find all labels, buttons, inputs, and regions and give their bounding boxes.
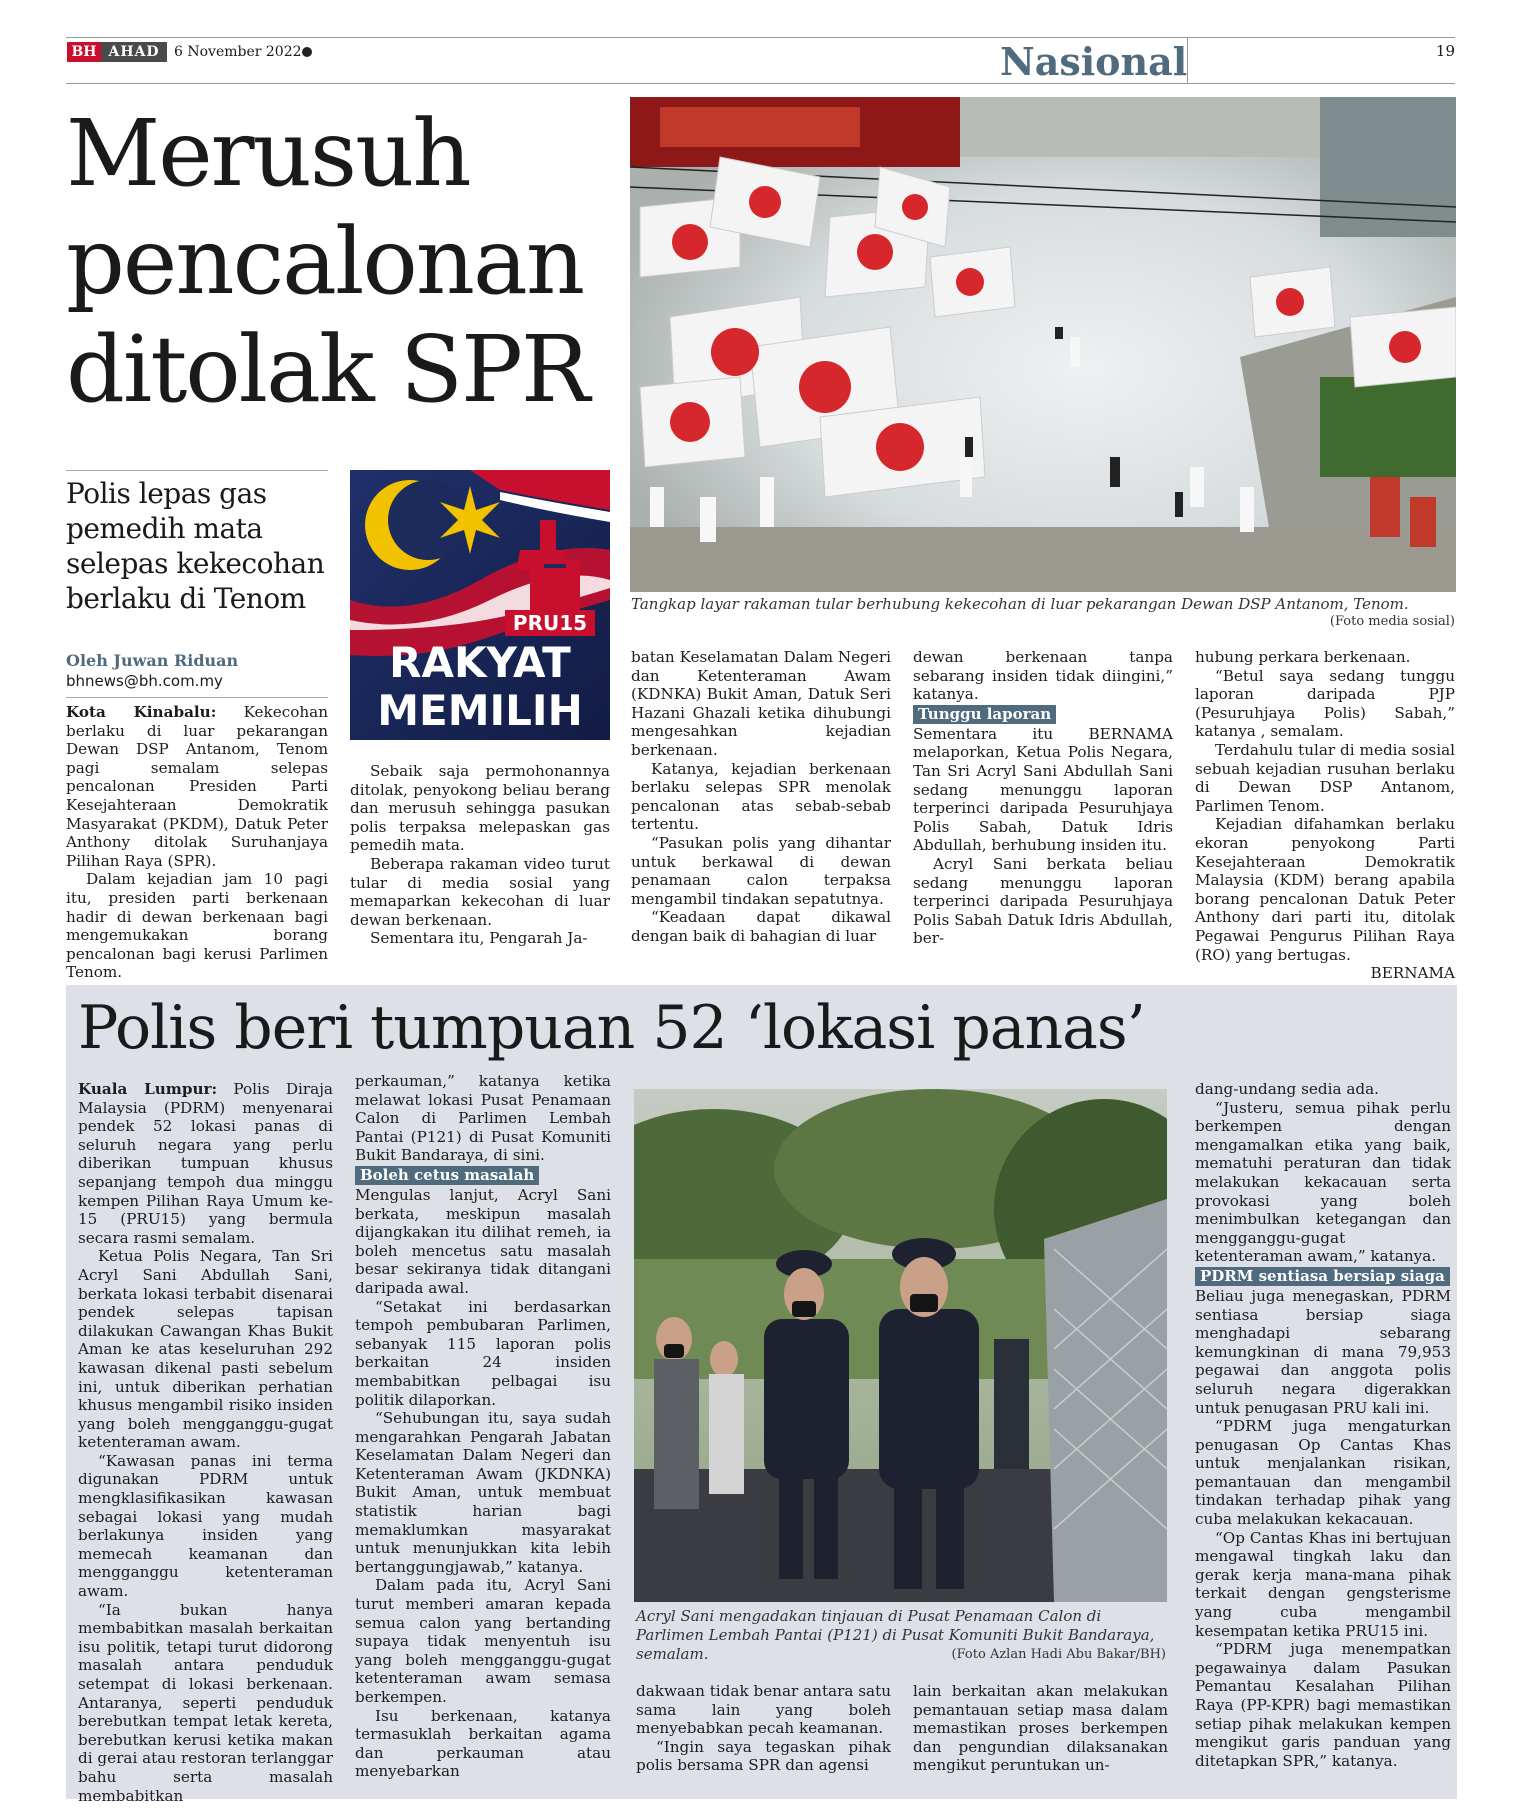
paragraph: batan Keselamatan Dalam Negeri dan Ketenteraman Awam (KDNKA) Bukit Aman, Datuk Seri Hazani Ghazali ketika dihubungi mengesahkan kejadian berkenaan. bbox=[631, 648, 891, 759]
deck-rule bbox=[66, 470, 328, 471]
header-divider bbox=[1187, 37, 1188, 84]
riot-photo-credit: (Foto media sosial) bbox=[1329, 614, 1455, 629]
paragraph: Kekecohan berlaku di luar pekarangan Dewan DSP Antanom, Tenom pagi semalam selepas pencalonan Presiden Parti Kesejahteraan Demokratik Masyarakat (PKDM), Datuk Peter Anthony ditolak Suruhanjaya Pilihan Raya (SPR). bbox=[66, 703, 328, 870]
paragraph: Polis Diraja Malaysia (PDRM) menyenarai pendek 52 lokasi panas di seluruh negara yang perlu diberikan tumpuan khusus sepanjang tempoh dua minggu kempen Pilihan Raya Umum ke-15 (PRU15) yang bermula secara rasmi semalam. bbox=[78, 1080, 333, 1247]
story1-deck: Polis lepas gas pemedih mata selepas kekecohan berlaku di Tenom bbox=[66, 477, 325, 615]
paragraph: Ketua Polis Negara, Tan Sri Acryl Sani Abdullah Sani, berkata lokasi terbabit disenarai pendek selepas tapisan dilakukan Cawangan Khas Bukit Aman ke atas keseluruhan 292 kawasan dikenal pasti sebelum ini, untuk diberikan perhatian khusus mengambil risiko insiden yang boleh mengganggu-gugat ketenteraman awam. bbox=[78, 1247, 333, 1452]
dateline: Kota Kinabalu: bbox=[66, 703, 217, 721]
headline-line: pencalonan bbox=[66, 208, 584, 315]
headline-line: Merusuh bbox=[66, 100, 470, 207]
story2-column-5 bbox=[1195, 1080, 1451, 1770]
paragraph: Beliau juga menegaskan, PDRM sentiasa bersiap siaga menghadapi sebarang kemungkinan di mana 79,953 pegawai dan anggota polis seluruh negara digerakkan untuk penugasan PRU kali ini. bbox=[1195, 1286, 1451, 1417]
bullet-icon bbox=[302, 47, 312, 57]
page-number: 19 bbox=[1435, 42, 1455, 60]
ahad-logo: AHAD bbox=[101, 42, 167, 62]
paragraph: Beberapa rakaman video turut tular di media sosial yang memaparkan kekecohan di luar dewan berkenaan. bbox=[350, 854, 610, 929]
paragraph: “Kawasan panas ini terma digunakan PDRM untuk mengklasifikasikan kawasan sebagai lokasi yang mudah berlakunya insiden yang memecah keamanan dan mengganggu ketenteraman awam. bbox=[78, 1451, 333, 1601]
paragraph: Dalam kejadian jam 10 pagi itu, presiden parti berkenaan hadir di dewan berkenaan bagi mengemukakan borang pencalonan bagi kerusi Parlimen Tenom. bbox=[66, 870, 328, 982]
police-photo-credit: (Foto Azlan Hadi Abu Bakar/BH) bbox=[951, 1647, 1166, 1662]
paragraph: “Justeru, semua pihak perlu berkempen dengan mengamalkan etika yang baik, mematuhi peraturan dan tidak melakukan kekacauan serta provokasi yang boleh menimbulkan ketegangan dan mengganggu-gugat ketenteraman awam,” katanya. bbox=[1195, 1098, 1451, 1266]
header-bottom-rule bbox=[66, 83, 1455, 84]
paragraph: “Sehubungan itu, saya sudah mengarahkan Pengarah Jabatan Keselamatan Dalam Negeri dan Ketenteraman Awam (JKDNKA) Bukit Aman, untuk membuat statistik harian bagi memaklumkan masyarakat untuk menunjukkan kita lebih bertanggungjawab,” katanya. bbox=[355, 1409, 611, 1576]
story2-column-3 bbox=[636, 1682, 891, 1775]
issue-date: 6 November 2022 bbox=[174, 44, 302, 60]
paragraph: hubung perkara berkenaan. bbox=[1195, 648, 1411, 666]
paragraph: “Betul saya sedang tunggu laporan daripada PJP (Pesuruhjaya Polis) Sabah,” katanya , semalam. bbox=[1195, 666, 1455, 741]
paragraph: Terdahulu tular di media sosial sebuah kejadian rusuhan berlaku di Dewan DSP Antanom, Parlimen Tenom. bbox=[1195, 740, 1455, 815]
paragraph: Isu berkenaan, katanya termasuklah berkaitan agama dan perkauman atau menyebarkan bbox=[355, 1706, 611, 1781]
byline-rule bbox=[66, 697, 328, 698]
logo-text-rakyat: RAKYAT bbox=[389, 638, 571, 687]
paragraph: Sebaik saja permohonannya ditolak, penyokong beliau berang dan merusuh sehingga pasukan polis terpaksa melepaskan gas pemedih mata. bbox=[350, 762, 610, 855]
bh-logo: BH bbox=[67, 42, 101, 62]
paragraph: “Ia bukan hanya membabitkan masalah berkaitan isu politik, tetapi turut didorong masalah antara penduduk setempat di lokasi berkenaan. Antaranya, seperti penduduk berebutkan tempat letak kereta, berebutkan kerusi ketika makan di gerai atau restoran terlanggar bahu serta masalah membabitkan bbox=[78, 1600, 333, 1805]
section-title: Nasional bbox=[1000, 39, 1188, 84]
paragraph: Sementara itu BERNAMA melaporkan, Ketua Polis Negara, Tan Sri Acryl Sani Abdullah Sani sedang menunggu laporan terperinci daripada Pesuruhjaya Polis Sabah, Datuk Idris Abdullah, berhubung insiden itu. bbox=[913, 724, 1173, 855]
riot-photo-caption: Tangkap layar rakaman tular berhubung kekecohan di luar pekarangan Dewan DSP Antanom, Tenom. bbox=[631, 595, 1409, 613]
police-photo-image bbox=[634, 1089, 1167, 1602]
story2-column-1 bbox=[78, 1080, 333, 1805]
header-top-rule bbox=[66, 37, 1455, 38]
story2-headline: Polis beri tumpuan 52 ‘lokasi panas’ bbox=[78, 993, 1145, 1063]
paragraph: Katanya, kejadian berkenaan berlaku selepas SPR menolak pencalonan atas sebab-sebab tertentu. bbox=[631, 759, 891, 834]
story1-column-2 bbox=[350, 762, 610, 948]
paragraph: Sementara itu, Pengarah Ja- bbox=[370, 929, 588, 948]
police-photo bbox=[634, 1089, 1167, 1602]
paragraph: “Pasukan polis yang dihantar untuk berkawal di dewan penamaan calon terpaksa mengambil tindakan sepatutnya. bbox=[631, 833, 891, 908]
pru15-badge: PRU15 bbox=[512, 611, 588, 635]
story1-headline bbox=[66, 100, 626, 424]
story1-column-1 bbox=[66, 703, 328, 982]
paragraph: “Setakat ini berdasarkan tempoh pembubaran Parlimen, sebanyak 115 laporan polis berkaitan 24 insiden membabitkan pelbagai isu politik dilaporkan. bbox=[355, 1297, 611, 1409]
story1-column-4 bbox=[913, 648, 1173, 948]
paragraph: Acryl Sani berkata beliau sedang menunggu laporan terperinci daripada Pesuruhjaya Polis Sabah Datuk Idris Abdullah, ber- bbox=[913, 854, 1173, 948]
headline-line: ditolak SPR bbox=[66, 316, 589, 423]
paragraph: lain berkaitan akan melakukan pemantauan setiap masa dalam memastikan proses berkempen dan pengundian dilaksanakan mengikut peruntukan un- bbox=[913, 1682, 1168, 1775]
story2-column-2 bbox=[355, 1072, 611, 1781]
paragraph: “PDRM juga menempatkan pegawainya dalam Pasukan Pemantau Kesalahan Pilihan Raya (PP-KPR) bagi memastikan setiap pihak melakukan kempen mengikut garis panduan yang ditetapkan SPR,” katanya. bbox=[1195, 1640, 1451, 1770]
paragraph: perkauman,” katanya ketika melawat lokasi Pusat Penamaan Calon di Parlimen Lembah Pantai (P121) di Pusat Komuniti Bukit Bandaraya, di sini. bbox=[355, 1072, 611, 1165]
logo-text-memilih: MEMILIH bbox=[377, 686, 583, 735]
story1-column-5 bbox=[1195, 648, 1455, 983]
paragraph: “Op Cantas Khas ini bertujuan mengawal tingkah laku dan gerak kerja mana-mana pihak terkait dengan gengsterisme yang cuba mengambil kesempatan ketika PRU15 ini. bbox=[1195, 1528, 1451, 1640]
paragraph-text: Kejadian difahamkan berlaku ekoran penyokong Parti Kesejahteraan Demokratik Malaysia (KDM) berang apabila borang pencalonan Datuk Peter Anthony dari parti itu, ditolak Pegawai Pengurus Pilihan Raya (RO) yang bertugas. bbox=[1195, 815, 1455, 964]
paragraph: dewan berkenaan tanpa sebarang insiden tidak diingini,” katanya. bbox=[913, 648, 1173, 704]
dateline: Kuala Lumpur: bbox=[78, 1080, 218, 1098]
story2-column-4 bbox=[913, 1682, 1168, 1775]
subhead-tunggu-laporan: Tunggu laporan bbox=[913, 705, 1056, 724]
signoff: BERNAMA bbox=[1370, 964, 1455, 983]
riot-photo-image bbox=[630, 97, 1456, 592]
subhead-boleh-cetus-masalah: Boleh cetus masalah bbox=[355, 1166, 539, 1185]
byline: Oleh Juwan Riduan bbox=[66, 651, 239, 670]
riot-photo bbox=[630, 97, 1456, 592]
story1-column-3 bbox=[631, 648, 891, 946]
paragraph: Mengulas lanjut, Acryl Sani berkata, meskipun masalah dijangkakan itu dilihat remeh, ia boleh mencetus satu masalah besar sekiranya tidak ditangani daripada awal. bbox=[355, 1185, 611, 1297]
paragraph: dang-undang sedia ada. bbox=[1195, 1080, 1379, 1098]
byline-email[interactable]: bhnews@bh.com.my bbox=[66, 672, 223, 690]
paragraph: Dalam pada itu, Acryl Sani turut memberi amaran kepada semua calon yang bertanding supaya tidak menyentuh isu yang boleh mengganggu-gugat ketenteraman awam semasa berkempen. bbox=[355, 1576, 611, 1706]
paragraph: “Ingin saya tegaskan pihak polis bersama SPR dan agensi bbox=[636, 1737, 891, 1775]
paragraph bbox=[1195, 815, 1455, 983]
pru15-logo bbox=[350, 470, 610, 740]
paragraph: “PDRM juga mengaturkan penugasan Op Cantas Khas untuk menjalankan risikan, pemantauan dan mengambil tindakan terhadap pihak yang cuba melakukan kekacauan. bbox=[1195, 1417, 1451, 1529]
subhead-pdrm-sentiasa-bersiap-siaga: PDRM sentiasa bersiap siaga bbox=[1195, 1267, 1450, 1286]
paragraph: dakwaan tidak benar antara satu sama lain yang boleh menyebabkan pecah keamanan. bbox=[636, 1682, 891, 1738]
paragraph: “Keadaan dapat dikawal dengan baik di bahagian di luar bbox=[631, 908, 891, 945]
police-photo-caption: Acryl Sani mengadakan tinjauan di Pusat Penamaan Calon di Parlimen Lembah Pantai (P121) di Pusat Komuniti Bukit Bandaraya, semalam. bbox=[636, 1607, 1155, 1663]
